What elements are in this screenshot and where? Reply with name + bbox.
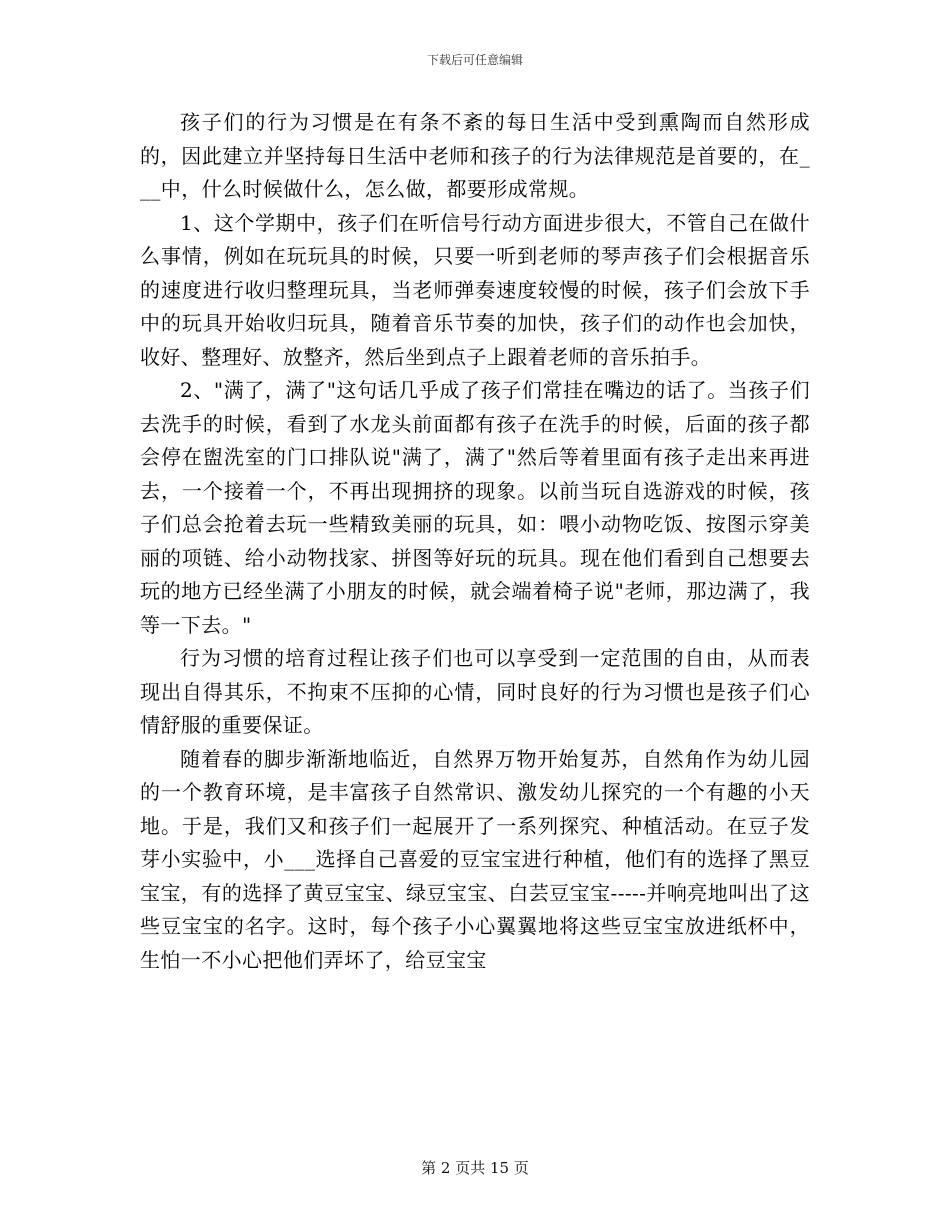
document-body <box>140 106 810 977</box>
paragraph-full-queue: 2、"满了，满了"这句话几乎成了孩子们常挂在嘴边的话了。当孩子们去洗手的时候，看到了水龙头前面都有孩子在洗手的时候，后面的孩子都会停在盥洗室的门口排队说"满了，满了"然后等着里面有孩子走出来再进去，一个接着一个，不再出现拥挤的现象。以前当玩自选游戏的时候，孩子们总会抢着去玩一些精致美丽的玩具，如：喂小动物吃饭、按图示穿美丽的项链、给小动物找家、拼图等好玩的玩具。现在他们看到自己想要去玩的地方已经坐满了小朋友的时候，就会端着椅子说"老师，那边满了，我等一下去。" <box>140 378 810 637</box>
page-header: 下载后可任意编辑 <box>426 53 523 67</box>
paragraph-signal-action: 1、这个学期中，孩子们在听信号行动方面进步很大，不管自己在做什么事情，例如在玩玩具的时候，只要一听到老师的琴声孩子们会根据音乐的速度进行收归整理玩具，当老师弹奏速度较慢的时候，孩子们会放下手中的玩具开始收归玩具，随着音乐节奏的加快，孩子们的动作也会加快，收好、整理好、放整齐，然后坐到点子上跟着老师的音乐拍手。 <box>140 210 810 369</box>
page-number: 第 2 页共 15 页 <box>421 1159 529 1177</box>
paragraph-nature-corner: 随着春的脚步渐渐地临近，自然界万物开始复苏，自然角作为幼儿园的一个教育环境，是丰富孩子自然常识、激发幼儿探究的一个有趣的小天地。于是，我们又和孩子们一起展开了一系列探究、种植活动。在豆子发芽小实验中，小___选择自己喜爱的豆宝宝进行种植，他们有的选择了黑豆宝宝，有的选择了黄豆宝宝、绿豆宝宝、白芸豆宝宝-----并响亮地叫出了这些豆宝宝的名字。这时，每个孩子小心翼翼地将这些豆宝宝放进纸杯中，生怕一不小心把他们弄坏了，给豆宝宝 <box>140 746 810 972</box>
paragraph-freedom: 行为习惯的培育过程让孩子们也可以享受到一定范围的自由，从而表现出自得其乐，不拘束不压抑的心情，同时良好的行为习惯也是孩子们心情舒服的重要保证。 <box>140 646 810 737</box>
paragraph-behavior-habits: 孩子们的行为习惯是在有条不紊的每日生活中受到熏陶而自然形成的，因此建立并坚持每日生活中老师和孩子的行为法律规范是首要的，在___中，什么时候做什么，怎么做，都要形成常规。 <box>140 110 810 201</box>
